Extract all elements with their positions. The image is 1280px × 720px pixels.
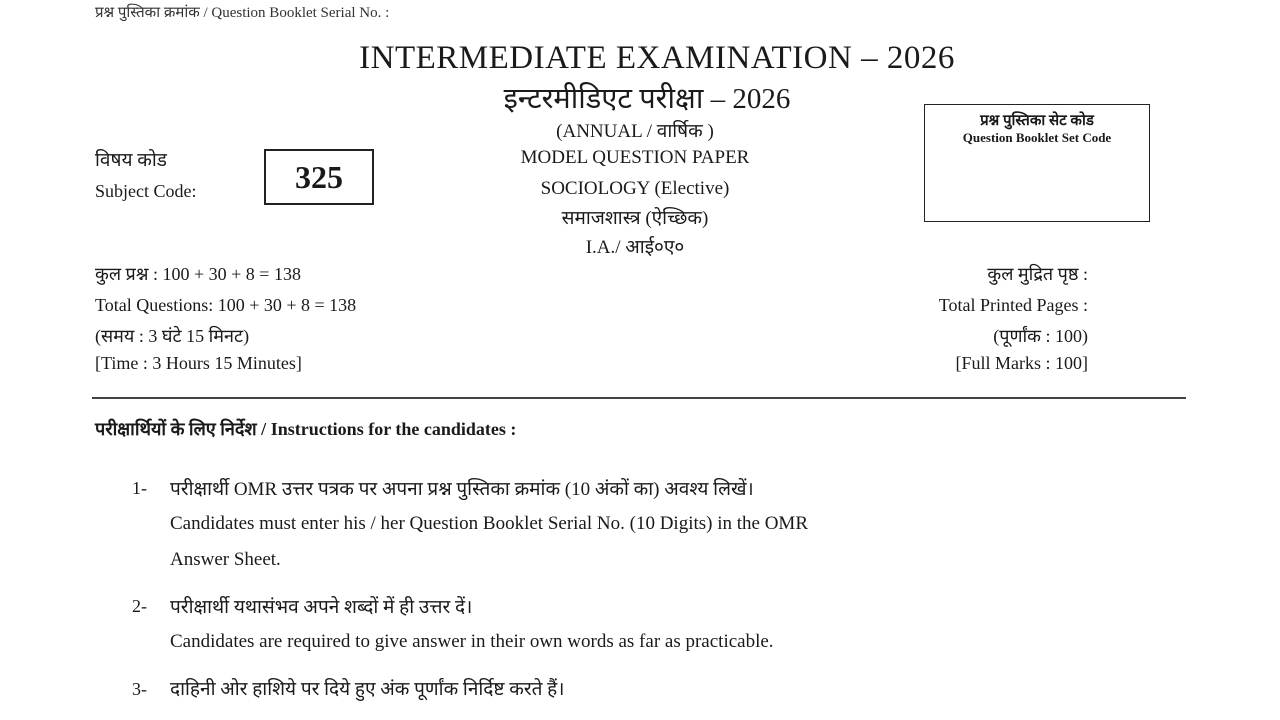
subject-code-label-english: Subject Code:: [95, 181, 197, 201]
time-english: [Time : 3 Hours 15 Minutes]: [95, 353, 302, 373]
paper-type: MODEL QUESTION PAPER: [520, 147, 750, 168]
printed-pages-hindi: कुल मुद्रित पृष्ठ :: [987, 264, 1088, 284]
exam-type-annual: (ANNUAL / वार्षिक ): [556, 121, 714, 142]
subject-code-label-hindi: विषय कोड: [95, 150, 167, 171]
stream-label: I.A./ आई०ए०: [585, 237, 685, 258]
subject-code-value: 325: [295, 158, 343, 195]
printed-pages-english: Total Printed Pages :: [938, 295, 1088, 315]
booklet-set-label-hindi: प्रश्न पुस्तिका सेट कोड: [980, 113, 1094, 129]
instruction-2-hindi: परीक्षार्थी यथासंभव अपने शब्दों में ही उत्तर दें।: [170, 597, 473, 618]
instructions-heading-english: Instructions for the candidates :: [270, 419, 517, 439]
instruction-3-hindi: दाहिनी ओर हाशिये पर दिये हुए अंक पूर्णांक निर्दिष्ट करते हैं।: [170, 679, 565, 700]
instruction-number: 1-: [132, 478, 147, 498]
instruction-number: 3-: [132, 679, 147, 699]
instruction-2-english: Candidates are required to give answer in their own words as far as practicable.: [170, 631, 774, 652]
instructions-heading: [95, 417, 516, 441]
instructions-heading-hindi: परीक्षार्थियों के लिए निर्देश /: [95, 419, 267, 439]
booklet-set-label-english: Question Booklet Set Code: [962, 130, 1112, 145]
instruction-1-english-line1: Candidates must enter his / her Question Booklet Serial No. (10 Digits) in the OMR: [170, 513, 809, 534]
instruction-1-hindi: परीक्षार्थी OMR उत्तर पत्रक पर अपना प्रश्न पुस्तिका क्रमांक (10 अंकों का) अवश्य लिखें।: [170, 479, 754, 500]
subject-name-english: SOCIOLOGY (Elective): [540, 178, 730, 199]
full-marks-english: [Full Marks : 100]: [955, 353, 1088, 373]
booklet-set-code-box: [924, 104, 1150, 222]
full-marks-hindi: (पूर्णांक : 100): [993, 326, 1088, 346]
subject-code-box: [264, 149, 374, 205]
instruction-1-english-line2: Answer Sheet.: [170, 549, 281, 570]
instruction-number: 2-: [132, 596, 147, 616]
total-questions-hindi: कुल प्रश्न : 100 + 30 + 8 = 138: [95, 264, 301, 284]
total-questions-english: Total Questions: 100 + 30 + 8 = 138: [95, 295, 357, 315]
time-hindi: (समय : 3 घंटे 15 मिनट): [95, 326, 250, 346]
exam-title-hindi: इन्टरमीडिएट परीक्षा – 2026: [503, 83, 791, 115]
exam-title-english: INTERMEDIATE EXAMINATION – 2026: [359, 40, 955, 76]
booklet-serial-label: प्रश्न पुस्तिका क्रमांक / Question Booklet Serial No. :: [95, 5, 390, 21]
header-divider: [92, 397, 1186, 399]
subject-name-hindi: समाजशास्त्र (ऐच्छिक): [561, 208, 709, 229]
